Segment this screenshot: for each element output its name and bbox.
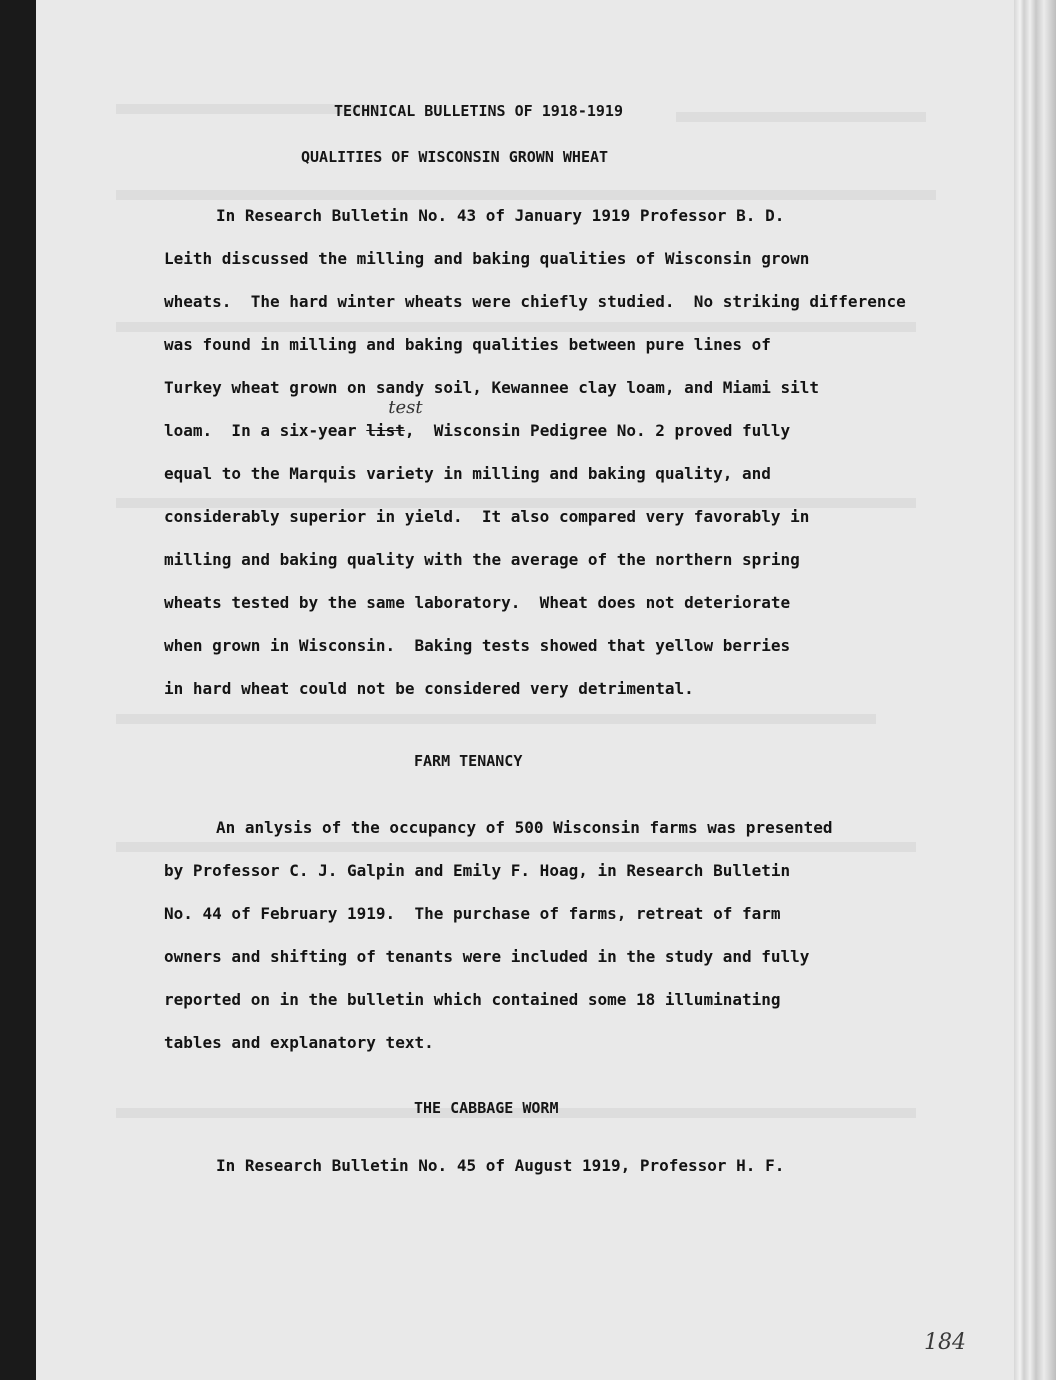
text-line: Turkey wheat grown on sandy soil, Kewannee clay loam, and Miami silt (164, 378, 820, 397)
document-title: TECHNICAL BULLETINS OF 1918-1919 (334, 102, 623, 120)
handwritten-correction (366, 397, 423, 440)
section-heading-cabbage-worm: THE CABBAGE WORM (414, 1099, 559, 1117)
text-line: In Research Bulletin No. 45 of August 1919, Professor H. F. (216, 1156, 785, 1175)
text-line: in hard wheat could not be considered very detrimental. (164, 679, 694, 698)
text-line: considerably superior in yield. It also compared very favorably in (164, 507, 810, 526)
text-fragment: , Wisconsin Pedigree No. 2 proved fully (404, 421, 791, 440)
section-heading-wheat: QUALITIES OF WISCONSIN GROWN WHEAT (301, 148, 609, 166)
text-line: equal to the Marquis variety in milling and baking quality, and (164, 464, 771, 483)
section-body-tenancy (164, 806, 833, 1064)
text-line: was found in milling and baking qualities between pure lines of (164, 335, 771, 354)
bleed-through (116, 714, 876, 724)
text-line: Leith discussed the milling and baking qualities of Wisconsin grown (164, 249, 810, 268)
text-line: milling and baking quality with the average of the northern spring (164, 550, 800, 569)
text-line: wheats tested by the same laboratory. Wheat does not deteriorate (164, 593, 791, 612)
section-heading-tenancy: FARM TENANCY (414, 752, 523, 770)
struck-word: list (366, 421, 405, 440)
text-line: reported on in the bulletin which contained some 18 illuminating (164, 990, 781, 1009)
text-line-with-correction (164, 397, 906, 452)
document-page (36, 0, 1026, 1380)
text-line: An anlysis of the occupancy of 500 Wisconsin farms was presented (216, 818, 833, 837)
text-line: No. 44 of February 1919. The purchase of farms, retreat of farm (164, 904, 781, 923)
text-line: wheats. The hard winter wheats were chiefly studied. No striking difference (164, 292, 906, 311)
text-fragment: loam. In a six-year (164, 421, 367, 440)
section-body-cabbage-worm (164, 1144, 784, 1187)
text-line: owners and shifting of tenants were included in the study and fully (164, 947, 810, 966)
text-line: tables and explanatory text. (164, 1033, 434, 1052)
text-line: by Professor C. J. Galpin and Emily F. Hoag, in Research Bulletin (164, 861, 791, 880)
inserted-word: test (388, 397, 423, 418)
text-line: In Research Bulletin No. 43 of January 1919 Professor B. D. (216, 206, 785, 225)
section-body-wheat (164, 194, 906, 710)
text-line: when grown in Wisconsin. Baking tests showed that yellow berries (164, 636, 791, 655)
page-number: 184 (924, 1330, 966, 1355)
page-edge (1014, 0, 1056, 1380)
